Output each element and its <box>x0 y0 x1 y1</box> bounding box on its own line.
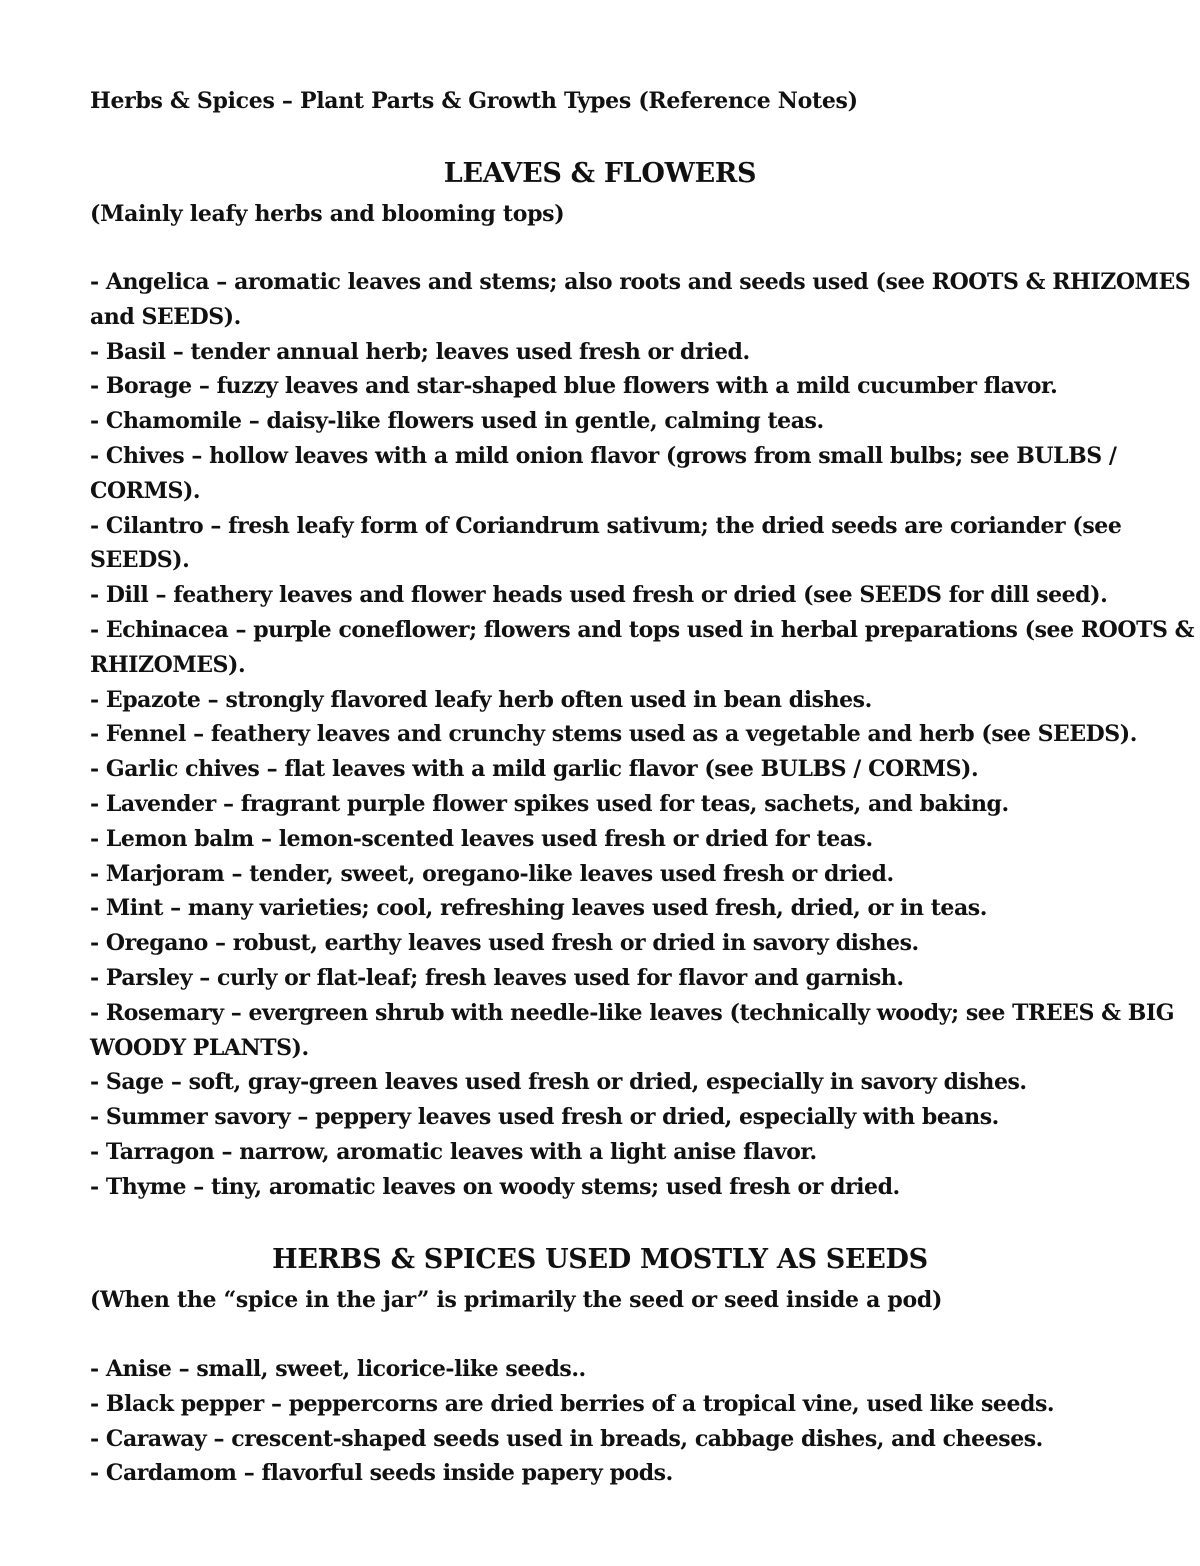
section-heading-leaves-flowers: LEAVES & FLOWERS <box>443 158 757 189</box>
list-item-text: - Basil – tender annual herb; leaves used fresh or dried. <box>90 338 750 365</box>
list-item-text: - Lemon balm – lemon-scented leaves used fresh or dried for teas. <box>90 825 873 852</box>
list-item-text: - Dill – feathery leaves and flower heads used fresh or dried (see SEEDS for dill seed). <box>90 582 1108 609</box>
list-item-text: SEEDS). <box>90 547 190 574</box>
list-item <box>90 752 1130 787</box>
list-item <box>90 1422 1130 1457</box>
list-item <box>90 335 1130 370</box>
list-item-text: - Oregano – robust, earthy leaves used fresh or dried in savory dishes. <box>90 930 919 957</box>
section-subtitle-seeds: (When the “spice in the jar” is primarily the seed or seed inside a pod) <box>90 1287 943 1313</box>
list-item <box>90 578 1130 613</box>
list-item-text: - Chamomile – daisy-like flowers used in gentle, calming teas. <box>90 408 824 435</box>
list-item-text: - Rosemary – evergreen shrub with needle-like leaves (technically woody; see TREES & BIG <box>90 999 1175 1026</box>
list-item-text: - Thyme – tiny, aromatic leaves on woody stems; used fresh or dried. <box>90 1173 900 1200</box>
list-item-text: - Lavender – fragrant purple flower spikes used for teas, sachets, and baking. <box>90 790 1009 817</box>
list-item <box>90 961 1130 996</box>
list-item-text: WOODY PLANTS). <box>90 1034 309 1061</box>
list-item-text: - Summer savory – peppery leaves used fresh or dried, especially with beans. <box>90 1104 999 1131</box>
list-item-text: - Epazote – strongly flavored leafy herb often used in bean dishes. <box>90 686 872 713</box>
list-item <box>90 857 1130 892</box>
list-item <box>90 1456 1130 1491</box>
list-item <box>90 1100 1130 1135</box>
list-item-text: - Echinacea – purple coneflower; flowers and tops used in herbal preparations (see ROOTS & <box>90 616 1195 643</box>
entry-list-leaves-flowers <box>90 265 1195 1205</box>
list-item-text: - Borage – fuzzy leaves and star-shaped blue flowers with a mild cucumber flavor. <box>90 373 1058 400</box>
list-item-text: - Marjoram – tender, sweet, oregano-like leaves used fresh or dried. <box>90 860 894 887</box>
list-item <box>90 1387 1130 1422</box>
list-item <box>90 1170 1130 1205</box>
list-item <box>90 509 1130 579</box>
list-item <box>90 926 1130 961</box>
list-item-text: - Black pepper – peppercorns are dried berries of a tropical vine, used like seeds. <box>90 1390 1055 1417</box>
list-item <box>90 717 1137 752</box>
list-item <box>90 891 1130 926</box>
list-item <box>90 683 1130 718</box>
list-item-text: - Anise – small, sweet, licorice-like seeds.. <box>90 1356 586 1382</box>
document-title: Herbs & Spices – Plant Parts & Growth Types (Reference Notes) <box>90 88 858 114</box>
list-item-text: - Caraway – crescent-shaped seeds used in breads, cabbage dishes, and cheeses. <box>90 1425 1043 1452</box>
list-item <box>90 822 1130 857</box>
list-item-text: - Parsley – curly or flat-leaf; fresh leaves used for flavor and garnish. <box>90 964 904 991</box>
list-item <box>90 1065 1130 1100</box>
list-item <box>90 404 1130 439</box>
list-item-text: - Mint – many varieties; cool, refreshing leaves used fresh, dried, or in teas. <box>90 895 987 922</box>
list-item <box>90 439 1130 509</box>
list-item <box>90 613 1195 683</box>
list-item-text: - Angelica – aromatic leaves and stems; also roots and seeds used (see ROOTS & RHIZOMES <box>90 269 1191 295</box>
list-item-text: - Fennel – feathery leaves and crunchy stems used as a vegetable and herb (see SEEDS). <box>90 721 1137 748</box>
list-item-text: - Cilantro – fresh leafy form of Coriandrum sativum; the dried seeds are coriander (see <box>90 512 1122 539</box>
list-item-text: - Garlic chives – flat leaves with a mild garlic flavor (see BULBS / CORMS). <box>90 756 979 783</box>
list-item-text: - Chives – hollow leaves with a mild onion flavor (grows from small bulbs; see BULBS / <box>90 442 1117 469</box>
list-item-text: and SEEDS). <box>90 303 241 330</box>
list-item-text: CORMS). <box>90 477 201 504</box>
list-item <box>90 265 1191 335</box>
list-item-text: - Cardamom – flavorful seeds inside papery pods. <box>90 1460 673 1487</box>
section-heading-seeds: HERBS & SPICES USED MOSTLY AS SEEDS <box>272 1244 928 1275</box>
entry-list-seeds <box>90 1352 1130 1491</box>
list-item <box>90 1135 1130 1170</box>
list-item-text: - Tarragon – narrow, aromatic leaves with a light anise flavor. <box>90 1138 817 1165</box>
section-subtitle-leaves-flowers: (Mainly leafy herbs and blooming tops) <box>90 201 565 227</box>
list-item <box>90 1352 1130 1387</box>
list-item-text: - Sage – soft, gray-green leaves used fresh or dried, especially in savory dishes. <box>90 1069 1027 1096</box>
list-item <box>90 369 1130 404</box>
list-item-text: RHIZOMES). <box>90 651 246 678</box>
list-item <box>90 787 1130 822</box>
list-item <box>90 996 1175 1066</box>
